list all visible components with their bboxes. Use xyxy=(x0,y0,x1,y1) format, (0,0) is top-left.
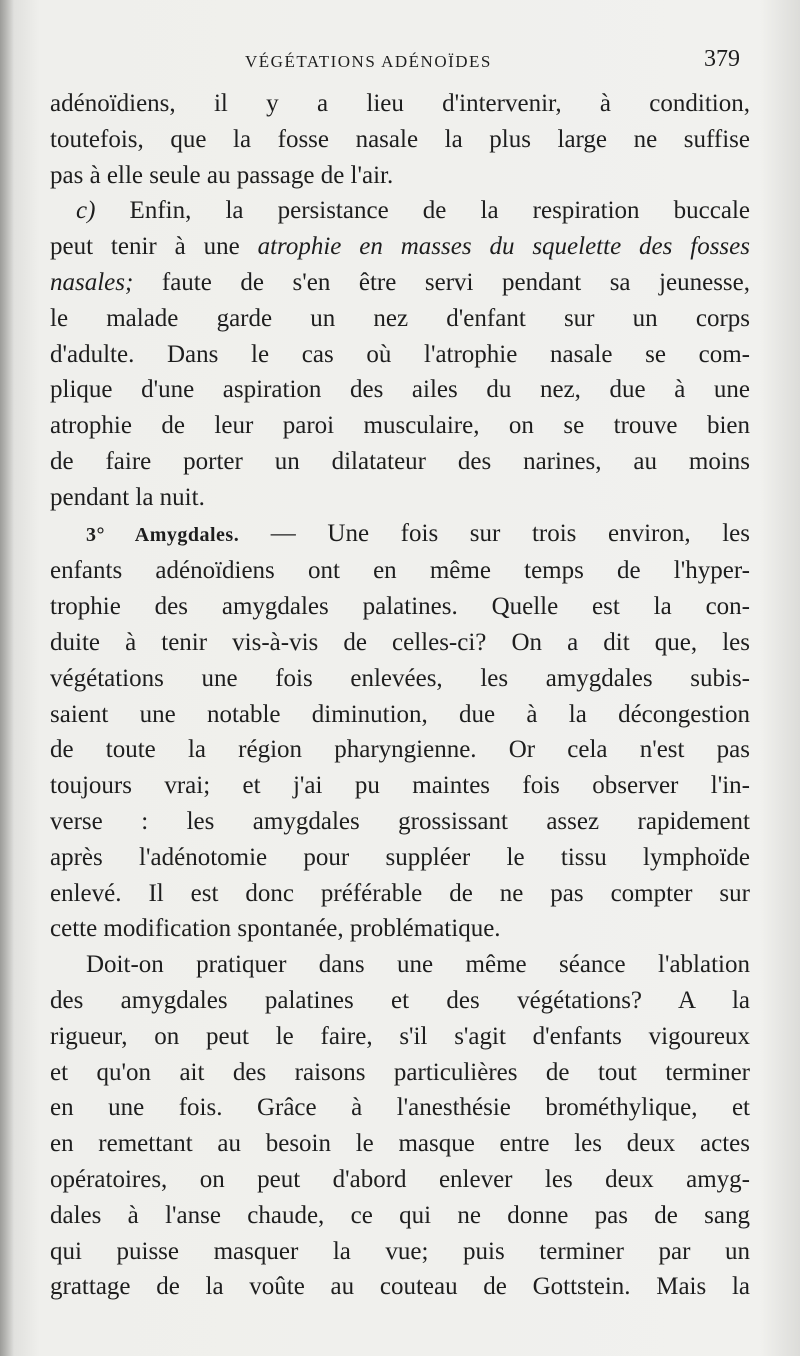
text-fragment: faute de s'en être servi pendant sa jeunesse, xyxy=(133,268,750,296)
text-line: pas à elle seule au passage de l'air. xyxy=(50,161,394,189)
text-line: végétations une fois enlevées, les amygdales subis- xyxy=(50,664,750,692)
text-line: en remettant au besoin le masque entre les deux actes xyxy=(50,1130,750,1158)
paragraph-1 xyxy=(50,86,750,193)
text-line xyxy=(50,193,750,229)
text-line: de faire porter un dilatateur des narines, au moins xyxy=(50,447,750,475)
text-line: rigueur, on peut le faire, s'il s'agit d'enfants vigoureux xyxy=(50,1022,750,1050)
text-line xyxy=(50,516,750,554)
text-line: le malade garde un nez d'enfant sur un corps xyxy=(50,304,750,332)
text-fragment: peut tenir à une xyxy=(50,233,258,261)
text-line: d'adulte. Dans le cas où l'atrophie nasale se com- xyxy=(50,340,750,368)
paragraph-3 xyxy=(50,516,750,948)
text-line: Doit-on pratiquer dans une même séance l'ablation xyxy=(86,951,750,979)
text-fragment: Enfin, la persistance de la respiration buccale xyxy=(129,197,751,225)
text-line: verse : les amygdales grossissant assez rapidement xyxy=(50,807,750,835)
text-line: duite à tenir vis-à-vis de celles-ci? On a dit que, les xyxy=(50,628,750,656)
text-line: toujours vrai; et j'ai pu maintes fois observer l'in- xyxy=(50,772,750,800)
text-line: atrophie de leur paroi musculaire, on se trouve bien xyxy=(50,412,750,440)
page-gutter-shadow xyxy=(0,0,14,1356)
text-line: après l'adénotomie pour suppléer le tissu lymphoïde xyxy=(50,843,750,871)
text-line: saient une notable diminution, due à la décongestion xyxy=(50,700,750,728)
body-text xyxy=(50,86,750,1305)
text-line: des amygdales palatines et des végétations? A la xyxy=(50,986,750,1014)
text-fragment: — Une fois sur trois environ, les xyxy=(239,519,750,547)
text-line: pendant la nuit. xyxy=(50,483,205,511)
page-number: 379 xyxy=(704,46,740,72)
text-line xyxy=(50,229,750,265)
italic-term: atrophie en masses du squelette des fosses xyxy=(257,233,750,261)
paragraph-4 xyxy=(50,947,750,1305)
running-title: VÉGÉTATIONS ADÉNOÏDES xyxy=(245,52,492,71)
text-line: opératoires, on peut d'abord enlever les deux amyg- xyxy=(50,1165,750,1193)
text-line: et qu'on ait des raisons particulières de tout terminer xyxy=(50,1058,750,1086)
text-line: trophie des amygdales palatines. Quelle est la con- xyxy=(50,593,750,621)
text-line: de toute la région pharyngienne. Or cela n'est pas xyxy=(50,736,750,764)
text-line: enfants adénoïdiens ont en même temps de l'hyper- xyxy=(50,557,750,585)
section-heading: 3° Amygdales. xyxy=(86,523,240,546)
running-header xyxy=(0,46,800,76)
text-line: plique d'une aspiration des ailes du nez, due à une xyxy=(50,376,750,404)
text-line: grattage de la voûte au couteau de Gottstein. Mais la xyxy=(50,1273,750,1301)
italic-term: nasales; xyxy=(50,268,134,296)
text-line: en une fois. Grâce à l'anesthésie brométhylique, et xyxy=(50,1094,750,1122)
text-line: enlevé. Il est donc préférable de ne pas compter sur xyxy=(50,879,750,907)
text-line xyxy=(50,265,750,301)
text-line: dales à l'anse chaude, ce qui ne donne pas de sang xyxy=(50,1201,750,1229)
text-line: adénoïdiens, il y a lieu d'intervenir, à condition, xyxy=(50,90,750,117)
item-label: c) xyxy=(76,197,96,225)
paragraph-2 xyxy=(50,193,750,515)
text-line: qui puisse masquer la vue; puis terminer par un xyxy=(50,1237,750,1265)
text-line: cette modification spontanée, problématique. xyxy=(50,915,501,943)
text-line: toutefois, que la fosse nasale la plus large ne suffise xyxy=(50,125,750,153)
